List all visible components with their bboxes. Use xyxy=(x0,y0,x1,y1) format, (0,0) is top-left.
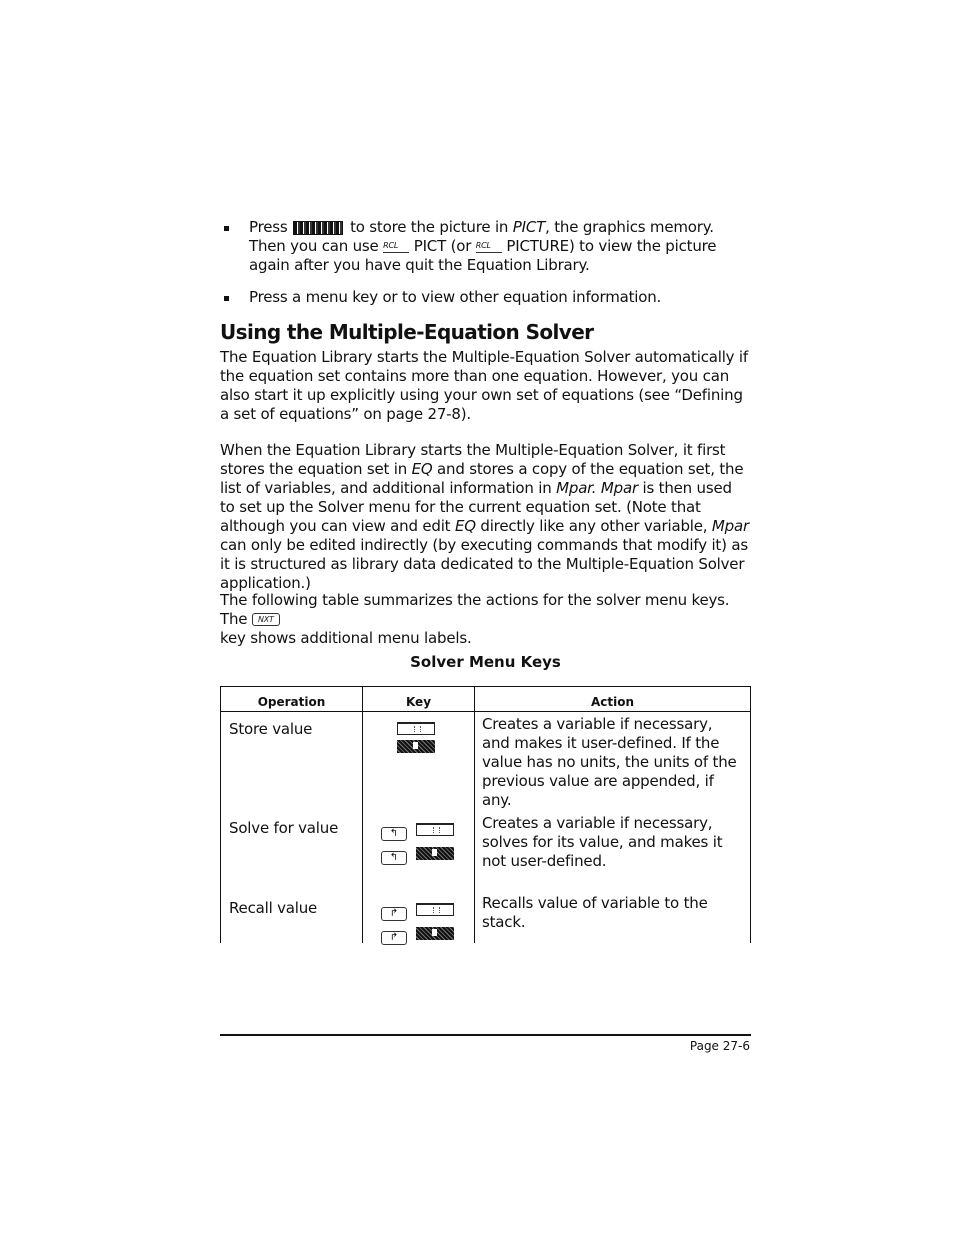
key-menu-soft[interactable] xyxy=(416,901,454,920)
store-picture-text: to store the picture in xyxy=(350,218,509,236)
key-menu-inverse[interactable] xyxy=(397,738,435,757)
para2-part: and stores a copy of the equation set, the list of variables, and additional information in xyxy=(220,460,744,497)
left-shift-key[interactable]: ↰ xyxy=(381,845,407,865)
pict-variable: PICT xyxy=(512,218,546,236)
left-shift-key[interactable]: ↰ xyxy=(381,821,407,841)
header-key: Key xyxy=(405,695,432,709)
para2-part: can only be edited indirectly (by executing commands that modify it) as it is structured as library data dedicated to the Multiple-Equation Solver application.) xyxy=(220,536,748,592)
mpar-variable: Mpar. Mpar xyxy=(556,479,638,497)
table-col-divider xyxy=(362,686,363,943)
key-menu-soft[interactable] xyxy=(416,821,454,840)
section-heading: Using the Multiple-Equation Solver xyxy=(220,320,594,344)
header-operation: Operation xyxy=(257,695,326,709)
right-shift-key[interactable]: ↱ xyxy=(381,925,407,945)
pict-or-text: PICT (or xyxy=(413,237,472,255)
action-store-value: Creates a variable if necessary, and makes it user-defined. If the value has no units, the units of the previous value are appended, if any. xyxy=(482,715,737,809)
table-col-divider xyxy=(474,686,475,943)
solver-description-paragraph xyxy=(220,441,750,593)
mpar-variable: Mpar xyxy=(711,517,749,535)
stopict-menu-key[interactable] xyxy=(293,221,343,235)
para2-part: directly like any other variable, xyxy=(475,517,712,535)
para2-part: When the Equation Library starts the Multiple-Equation Solver, it first stores the equation set in xyxy=(220,441,726,478)
table-title: Solver Menu Keys xyxy=(410,653,561,671)
operation-solve-value: Solve for value xyxy=(229,819,339,837)
para3-part: The following table summarizes the actions for the solver menu keys. The xyxy=(220,591,730,628)
key-menu-soft[interactable] xyxy=(397,720,435,739)
rcl-key-2[interactable]: RCL xyxy=(476,240,502,253)
action-recall-value: Recalls value of variable to the stack. xyxy=(482,894,708,931)
operation-store-value: Store value xyxy=(229,720,313,738)
nxt-key[interactable]: NXT xyxy=(252,613,280,626)
eq-variable: EQ xyxy=(454,517,476,535)
key-menu-inverse[interactable] xyxy=(416,925,454,944)
eq-variable: EQ xyxy=(411,460,433,478)
header-action: Action xyxy=(590,695,635,709)
bullet-1-text xyxy=(249,218,749,275)
rcl-key[interactable]: RCL xyxy=(383,240,409,253)
right-shift-key[interactable]: ↱ xyxy=(381,901,407,921)
intro-paragraph: The Equation Library starts the Multiple-Equation Solver automatically if the equation set contains more than one equation. However, you can also start it up explicitly using your own set of equations (see “Defining a set of equations” on page 27-8). xyxy=(220,348,748,423)
page-number: Page 27-6 xyxy=(689,1039,750,1053)
table-left-border xyxy=(220,686,221,943)
table-right-border xyxy=(750,686,751,943)
table-intro-paragraph xyxy=(220,591,750,648)
para2-part: is then used to set up the Solver menu for the current equation set. (Note that although you can view and edit xyxy=(220,479,732,535)
bullet-marker xyxy=(224,296,229,301)
table-header-rule xyxy=(220,711,751,712)
action-solve-value: Creates a variable if necessary, solves for its value, and makes it not user-defined. xyxy=(482,814,723,870)
para3-part: key shows additional menu labels. xyxy=(220,629,472,647)
table-top-rule xyxy=(220,686,751,687)
then-text: , the graphics memory. Then you can use xyxy=(249,218,714,255)
bullet-marker xyxy=(224,226,229,231)
key-menu-inverse[interactable] xyxy=(416,845,454,864)
operation-recall-value: Recall value xyxy=(229,899,318,917)
press-word: Press xyxy=(249,218,288,236)
bullet-2-text: Press a menu key or to view other equation information. xyxy=(249,288,662,306)
picture-view-text: PICTURE) to view the picture again after you have quit the Equation Library. xyxy=(249,237,717,274)
footer-rule xyxy=(220,1034,751,1036)
